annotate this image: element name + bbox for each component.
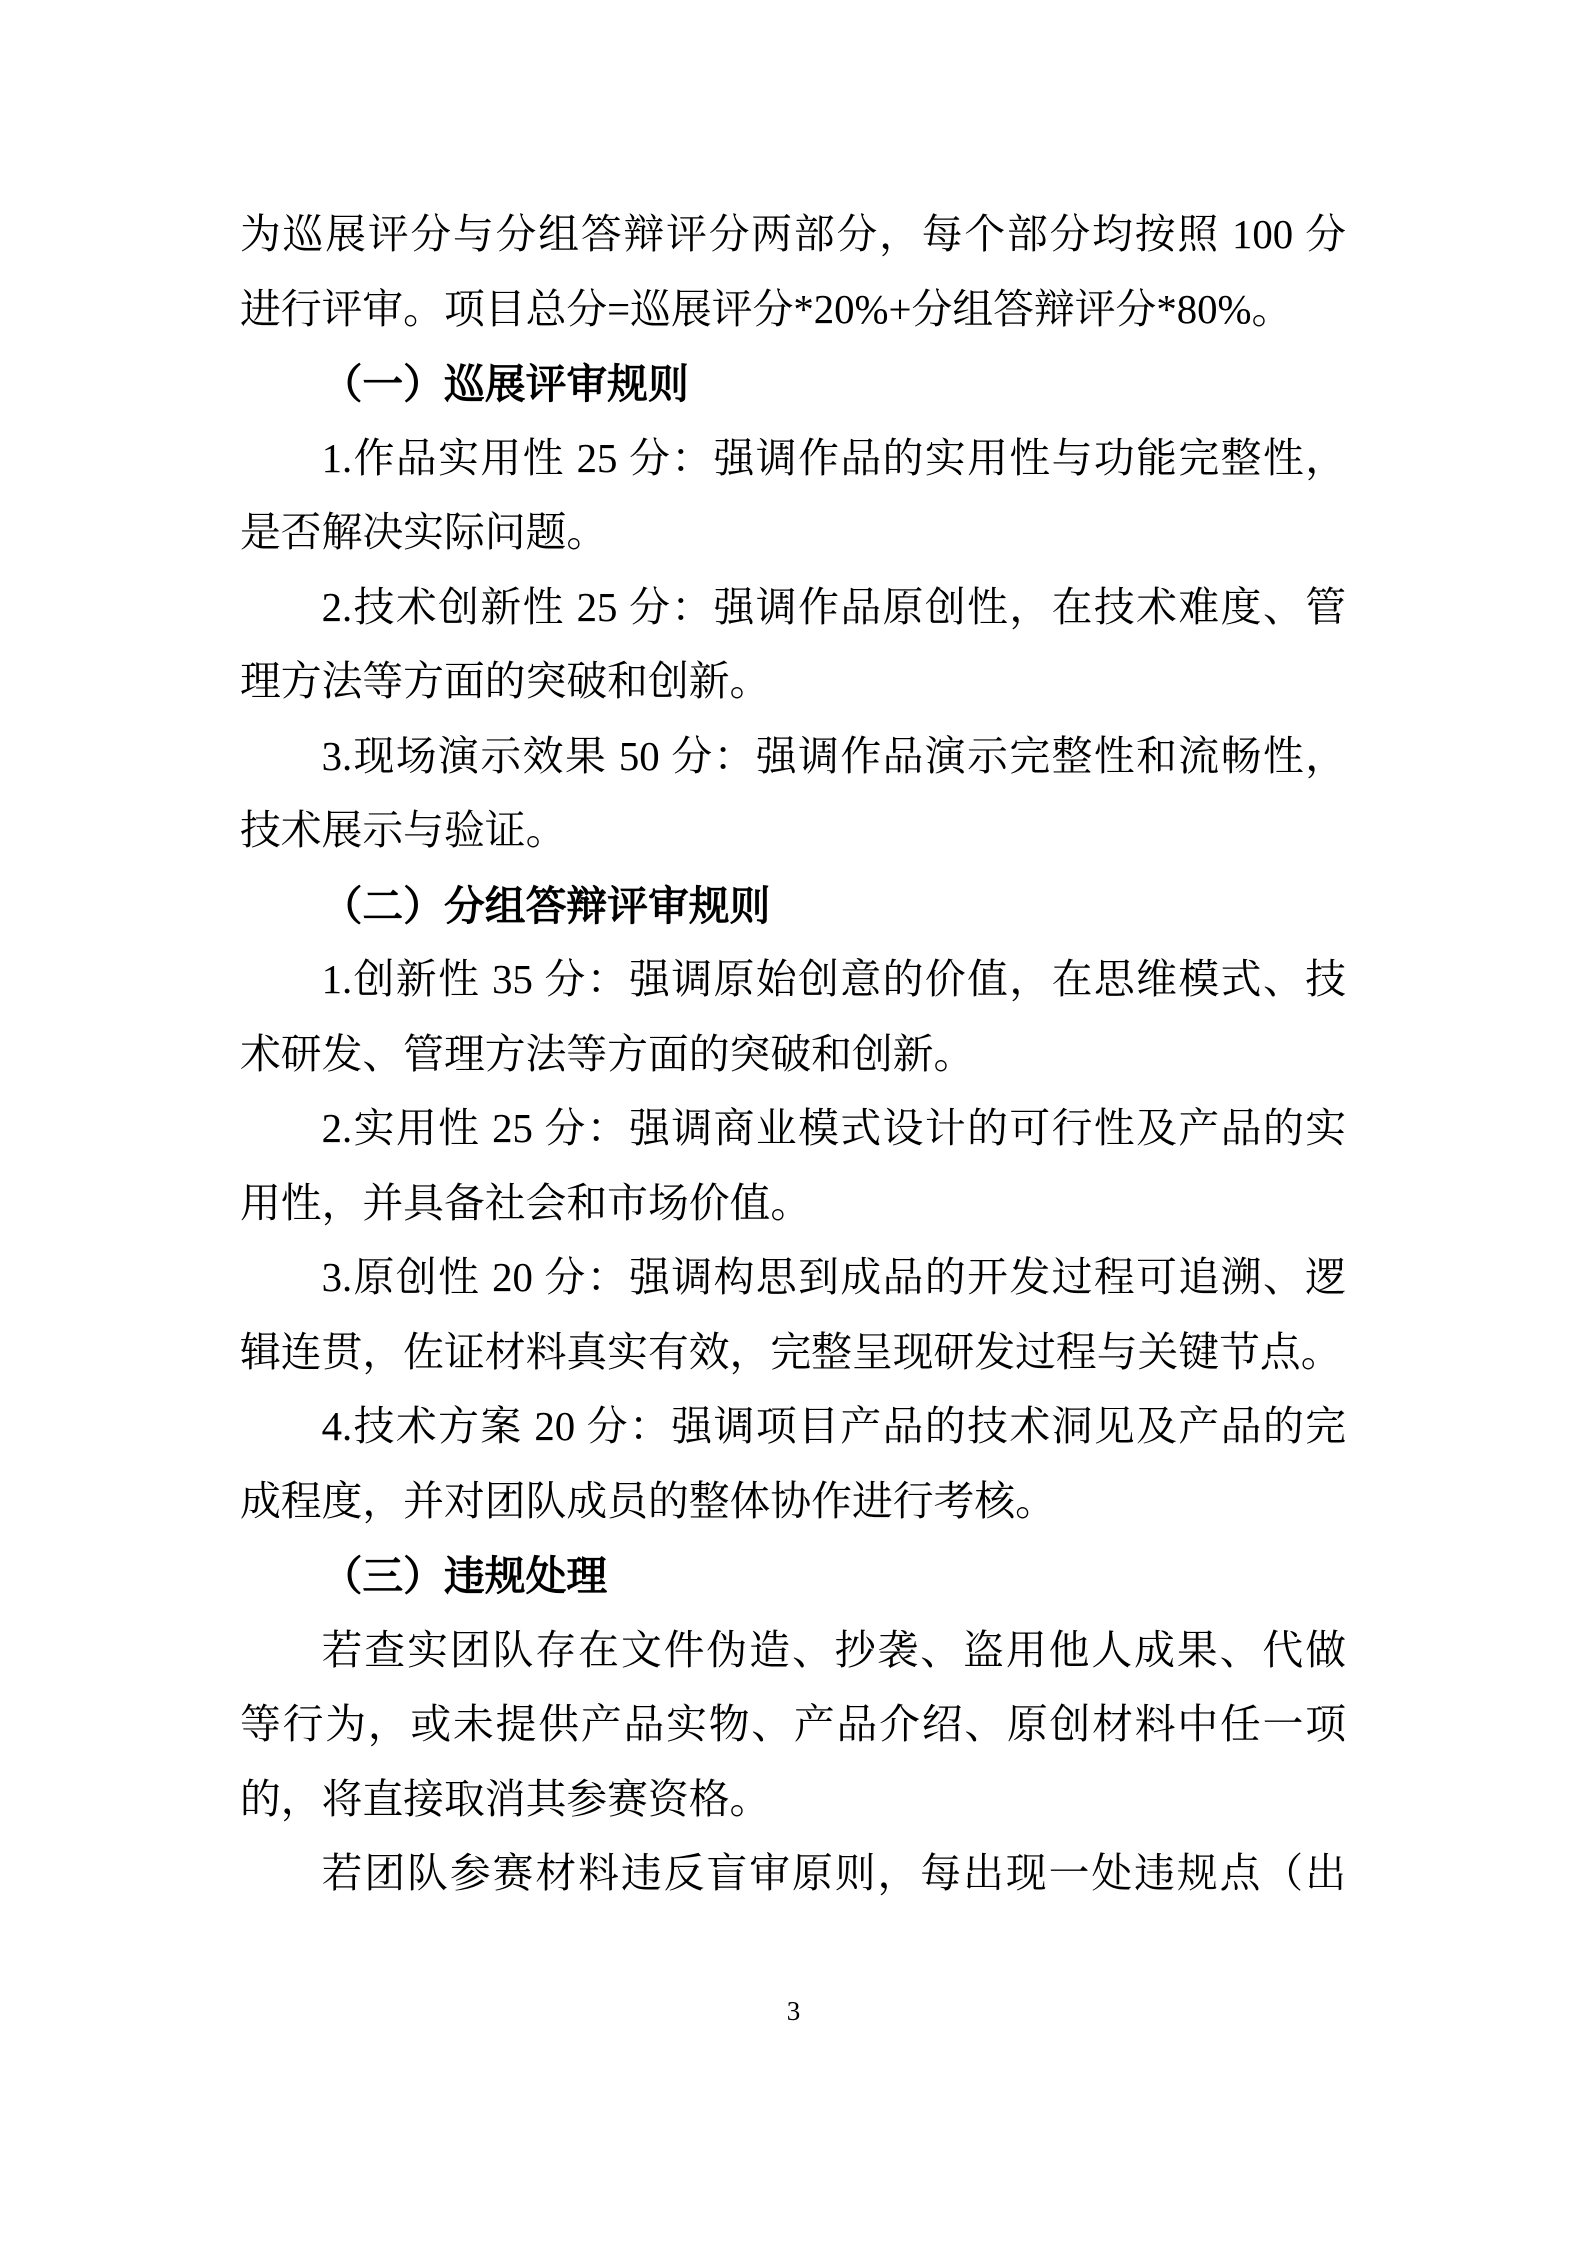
doc-line: 2.技术创新性 25 分：强调作品原创性，在技术难度、管 (321, 584, 1346, 630)
doc-line: 为巡展评分与分组答辩评分两部分，每个部分均按照 100 分 (240, 212, 1346, 257)
doc-line: 等行为，或未提供产品实物、产品介绍、原创材料中任一项 (240, 1702, 1346, 1747)
doc-line: 术研发、管理方法等方面的突破和创新。 (240, 1031, 975, 1077)
doc-line: 是否解决实际问题。 (240, 510, 608, 555)
doc-line: 理方法等方面的突破和创新。 (240, 659, 771, 704)
doc-line: 辑连贯，佐证材料真实有效，完整呈现研发过程与关键节点。 (240, 1329, 1342, 1375)
doc-line: 成程度，并对团队成员的整体协作进行考核。 (240, 1478, 1056, 1524)
page-number: 3 (786, 1996, 801, 2026)
section-heading-violations: （三）违规处理 (321, 1553, 608, 1599)
doc-line: 4.技术方案 20 分：强调项目产品的技术洞见及产品的完 (321, 1404, 1346, 1449)
section-heading-tour-review: （一）巡展评审规则 (321, 361, 689, 407)
doc-line: 2.实用性 25 分：强调商业模式设计的可行性及产品的实 (321, 1106, 1346, 1151)
doc-line: 若团队参赛材料违反盲审原则，每出现一处违规点（出 (321, 1851, 1346, 1896)
doc-line: 进行评审。项目总分=巡展评分*20%+分组答辩评分*80%。 (240, 286, 1293, 332)
doc-line: 用性，并具备社会和市场价值。 (240, 1180, 812, 1226)
doc-line: 1.创新性 35 分：强调原始创意的价值，在思维模式、技 (321, 957, 1346, 1002)
doc-line: 3.现场演示效果 50 分：强调作品演示完整性和流畅性， (321, 733, 1346, 779)
doc-line: 技术展示与验证。 (240, 808, 567, 853)
doc-line: 1.作品实用性 25 分：强调作品的实用性与功能完整性， (321, 435, 1346, 481)
doc-line: 若查实团队存在文件伪造、抄袭、盗用他人成果、代做 (321, 1627, 1346, 1673)
section-heading-group-defense: （二）分组答辩评审规则 (321, 882, 771, 929)
doc-line: 的，将直接取消其参赛资格。 (240, 1776, 771, 1822)
text-block (240, 198, 1346, 1912)
doc-line: 3.原创性 20 分：强调构思到成品的开发过程可追溯、逻 (321, 1255, 1346, 1300)
